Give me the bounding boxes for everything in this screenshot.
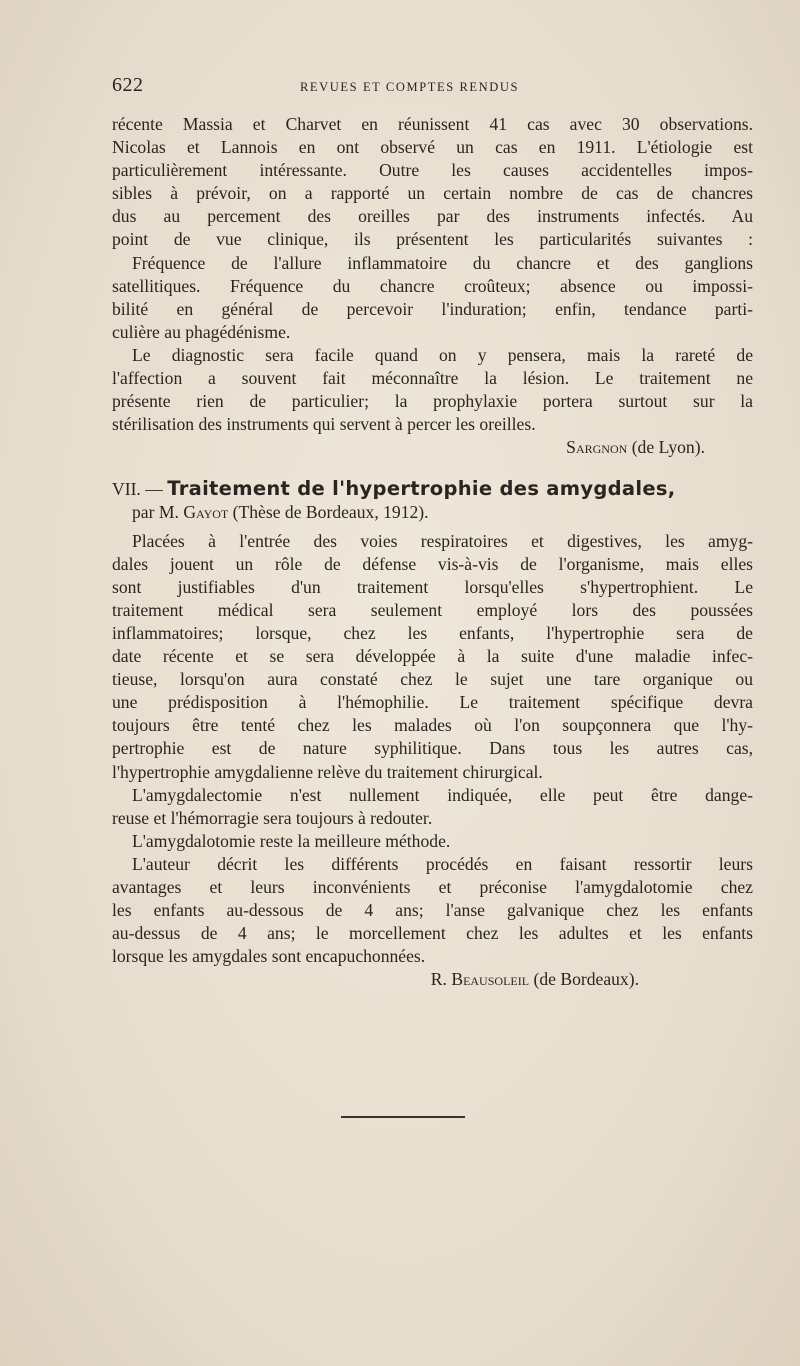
text-line: reuse et l'hémorragie sera toujours à redouter.	[112, 807, 433, 828]
signature-place: (de Lyon).	[631, 437, 705, 458]
text-line: traitement médical sera seulement employé lors des poussées	[112, 599, 753, 620]
section-title: Traitement de l'hypertrophie des amygdales,	[167, 477, 676, 501]
text-line: Le diagnostic sera facile quand on y pensera, mais la rareté de	[132, 344, 753, 365]
text-line: l'affection a souvent fait méconnaître la lésion. Le traitement ne	[112, 368, 753, 389]
text-line: L'amygdalectomie n'est nullement indiquée, elle peut être dange-	[132, 784, 753, 805]
section-gap	[112, 459, 753, 477]
end-rule	[341, 1116, 465, 1118]
paragraph-3	[112, 344, 753, 436]
section-title-line	[112, 477, 753, 500]
text-line: avantages et leurs inconvénients et préconise l'amygdalotomie chez	[112, 877, 753, 897]
text-line: particulièrement intéressante. Outre les causes accidentelles impos-	[112, 160, 753, 181]
signature-place: (de Bordeaux).	[533, 969, 639, 990]
paragraph-4	[112, 530, 753, 784]
text-line: Fréquence de l'allure inflammatoire du chancre et des ganglions	[132, 252, 753, 273]
text-line: L'auteur décrit les différents procédés en faisant ressortir leurs	[132, 853, 753, 874]
text-line: dus au percement des oreilles par des instruments infectés. Au	[112, 206, 753, 227]
text-line: au-dessus de 4 ans; le morcellement chez les adultes et les enfants	[112, 923, 753, 944]
section-numeral: VII. —	[112, 479, 163, 500]
text-line: dales jouent un rôle de défense vis-à-vis de l'organisme, mais elles	[112, 553, 753, 574]
signature-sargnon	[112, 436, 753, 459]
byline-prefix: par M.	[132, 501, 179, 522]
paragraph-1	[112, 113, 753, 252]
paragraph-7	[112, 853, 753, 968]
page-number: 622	[112, 74, 144, 96]
text-line: sont justifiables d'un traitement lorsqu'elles s'hypertrophient. Le	[112, 576, 753, 597]
text-line: stérilisation des instruments qui servent à percer les oreilles.	[112, 414, 536, 435]
signature-initial: R.	[430, 969, 447, 990]
section-byline	[112, 501, 753, 524]
text-line: culière au phagédénisme.	[112, 321, 291, 342]
running-head: REVUES ET COMPTES RENDUS	[300, 80, 520, 94]
byline-author: Gayot	[183, 501, 229, 522]
signature-name: Sargnon	[566, 437, 628, 458]
section-heading	[112, 477, 753, 523]
text-line: point de vue clinique, ils présentent les particularités suivantes :	[112, 229, 753, 250]
signature-name: Beausoleil	[451, 969, 530, 990]
text-line: satellitiques. Fréquence du chancre croûteux; absence ou impossi-	[112, 275, 753, 296]
text-line: L'amygdalotomie reste la meilleure méthode.	[132, 830, 451, 851]
text-line: sibles à prévoir, on a rapporté un certain nombre de cas de chancres	[112, 183, 753, 204]
text-line: présente rien de particulier; la prophylaxie portera surtout sur la	[112, 391, 753, 412]
text-line: toujours être tenté chez les malades où l'on soupçonnera que l'hy-	[112, 715, 753, 736]
byline-source: (Thèse de Bordeaux, 1912).	[232, 501, 429, 522]
text-line: l'hypertrophie amygdalienne relève du traitement chirurgical.	[112, 761, 543, 782]
text-line: inflammatoires; lorsque, chez les enfants, l'hypertrophie sera de	[112, 622, 753, 643]
page-header	[112, 74, 752, 104]
paragraph-2	[112, 252, 753, 344]
text-line: les enfants au-dessous de 4 ans; l'anse galvanique chez les enfants	[112, 900, 753, 921]
paragraph-5	[112, 784, 753, 830]
text-line: tieuse, lorsqu'on aura constaté chez le sujet une tare organique ou	[112, 669, 753, 690]
article-body	[112, 113, 753, 991]
signature-beausoleil	[112, 968, 753, 991]
text-line: une prédisposition à l'hémophilie. Le traitement spécifique devra	[112, 692, 753, 713]
text-line: récente Massia et Charvet en réunissent 41 cas avec 30 observations.	[112, 114, 753, 134]
text-line: bilité en général de percevoir l'induration; enfin, tendance parti-	[112, 298, 753, 319]
text-line: Placées à l'entrée des voies respiratoires et digestives, les amyg-	[132, 530, 753, 551]
text-line: pertrophie est de nature syphilitique. Dans tous les autres cas,	[112, 738, 753, 759]
text-line: lorsque les amygdales sont encapuchonnées.	[112, 946, 426, 967]
text-line: date récente et se sera développée à la suite d'une maladie infec-	[112, 646, 753, 667]
text-line: Nicolas et Lannois en ont observé un cas en 1911. L'étiologie est	[112, 137, 753, 158]
paragraph-6	[112, 830, 753, 853]
